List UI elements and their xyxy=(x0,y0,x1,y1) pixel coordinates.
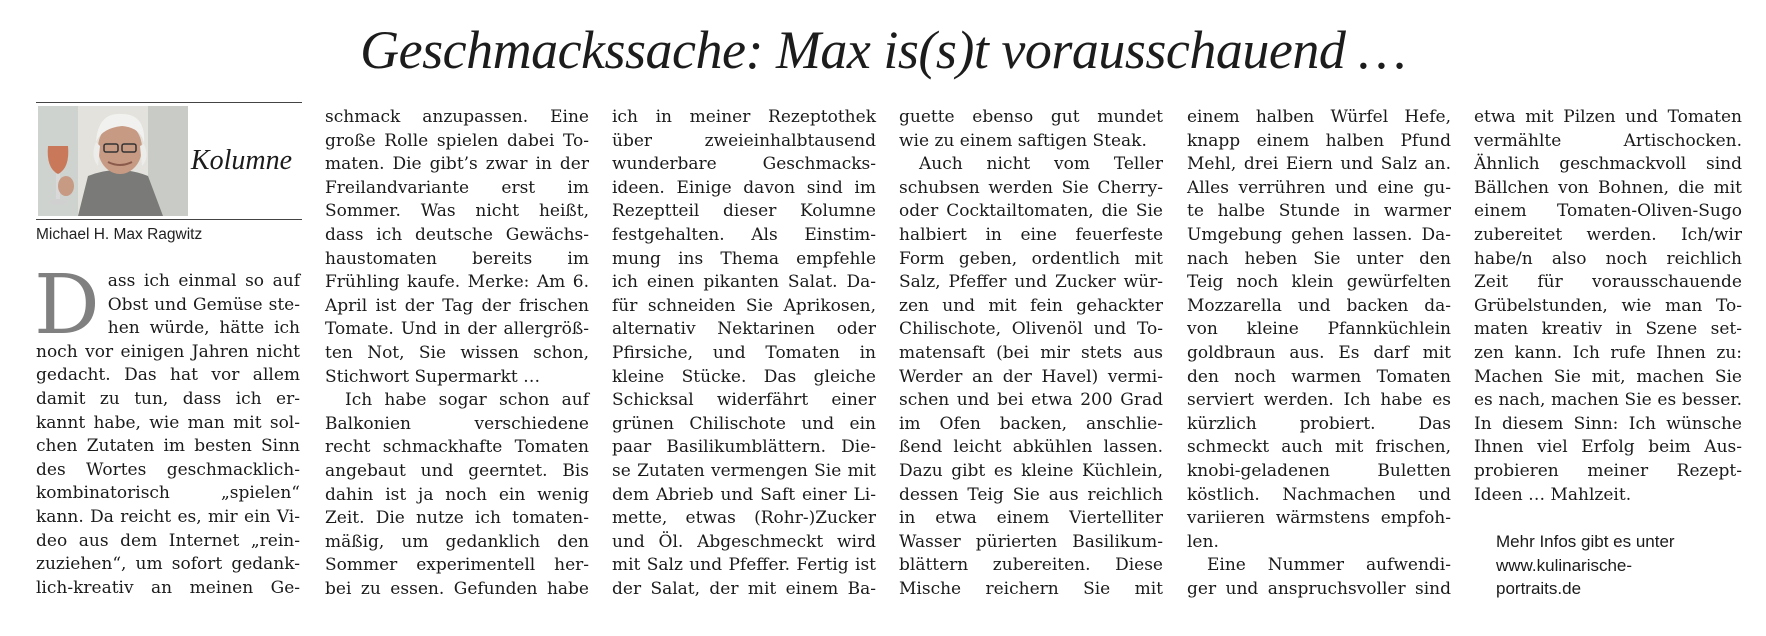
text-line: schmack anzupassen. Eine xyxy=(325,107,589,127)
text-line: ßend leicht abkühlen lassen. xyxy=(899,437,1163,458)
author-photo xyxy=(38,106,188,216)
text-line: den noch warmen Tomaten xyxy=(1187,366,1451,387)
text-line: Freilandvariante erst im xyxy=(325,177,589,198)
text-line: damit zu tun, dass ich er- xyxy=(36,388,300,409)
text-line: Ihnen viel Erfolg beim Aus- xyxy=(1474,437,1742,458)
article-column-3 xyxy=(612,106,876,601)
text-line: bei zu essen. Gefunden habe xyxy=(325,578,589,599)
text-line: se Zutaten vermengen Sie mit xyxy=(612,460,876,481)
author-box xyxy=(36,102,302,220)
text-line: Frühling kaufe. Merke: Am 6. xyxy=(325,272,589,293)
text-line: ger und anspruchsvoller sind xyxy=(1187,578,1451,599)
text-line: dessen Teig Sie aus reichlich xyxy=(899,484,1163,505)
text-line: matensaft (bei mir stets aus xyxy=(899,342,1163,363)
text-line: kombinatorisch „spielen“ xyxy=(36,483,300,504)
text-line: ich einen pikanten Salat. Da- xyxy=(612,272,876,293)
text-line: recht schmackhafte Tomaten xyxy=(325,437,589,458)
text-line: Schicksal widerfährt einer xyxy=(612,390,876,411)
text-line: ideen. Einige davon sind im xyxy=(612,177,876,198)
text-line: zen und mit fein gehackter xyxy=(899,295,1163,316)
article-column-5 xyxy=(1187,106,1451,601)
text-line: Obst und Gemüse ste- xyxy=(107,294,300,315)
text-line: Ich habe sogar schon auf xyxy=(345,390,589,411)
text-line: ass ich einmal so auf xyxy=(107,271,300,291)
text-line: schubsen werden Sie Cherry- xyxy=(899,177,1163,198)
text-line: kleine Stücke. Das gleiche xyxy=(612,366,876,387)
text-line: angebaut und geerntet. Bis xyxy=(325,460,589,481)
text-line: mäßig, um gedanklich den xyxy=(325,531,589,552)
text-line: Zeit. Die nutze ich tomaten- xyxy=(325,508,589,529)
text-line: kürzlich probiert. Das xyxy=(1187,413,1451,434)
text-line: mung ins Thema empfehle xyxy=(612,248,876,269)
text-line: dass ich deutsche Gewächs- xyxy=(325,224,589,245)
text-line: habe/n also noch reichlich xyxy=(1474,248,1742,269)
article-column-4 xyxy=(899,106,1163,601)
text-line: Mozzarella und backen da- xyxy=(1187,295,1451,316)
text-line: ich in meiner Rezeptothek xyxy=(612,107,876,127)
author-name: Michael H. Max Ragwitz xyxy=(36,226,203,243)
text-line: maten kreativ in Szene set- xyxy=(1474,319,1742,340)
text-line: Alles verrühren und eine gu- xyxy=(1187,177,1451,198)
text-line: Wasser pürierten Basilikum- xyxy=(899,531,1163,552)
text-line: einem Tomaten-Oliven-Sugo xyxy=(1474,201,1742,222)
text-line: lich-kreativ an meinen Ge- xyxy=(36,577,300,598)
text-line: kann. Da reicht es, mir ein Vi- xyxy=(36,506,300,527)
text-line: len. xyxy=(1187,531,1219,552)
text-line: kannt habe, wie man mit sol- xyxy=(36,412,300,433)
text-line: Machen Sie mit, machen Sie xyxy=(1474,366,1742,387)
text-line: Dazu gibt es kleine Küchlein, xyxy=(899,460,1163,481)
text-line: zuziehen“, um sofort gedank- xyxy=(36,554,300,575)
text-line: deo aus dem Internet „rein- xyxy=(36,530,300,551)
text-line: Zeit für vorausschauende xyxy=(1474,272,1742,293)
more-info-url: portraits.de xyxy=(1496,579,1582,599)
text-line: wie zu einem saftigen Steak. xyxy=(899,130,1147,151)
text-line: gedacht. Das hat vor allem xyxy=(36,365,300,386)
text-line: paar Basilikumblättern. Die- xyxy=(612,437,876,458)
text-line: Salz, Pfeffer und Zucker wür- xyxy=(899,272,1163,293)
text-line: in etwa einem Viertelliter xyxy=(899,508,1163,529)
text-line: Mische reichern Sie mit xyxy=(899,578,1163,599)
text-line: Mehl, drei Eiern und Salz an. xyxy=(1187,154,1451,175)
text-line: dem Abrieb und Saft einer Li- xyxy=(612,484,876,505)
text-line: Tomate. Und in der allergröß- xyxy=(325,319,589,340)
text-line: goldbraun aus. Es darf mit xyxy=(1187,342,1451,363)
text-line: haustomaten bereits im xyxy=(325,248,589,269)
text-line: Ähnlich geschmackvoll sind xyxy=(1474,154,1742,175)
text-line: grünen Chilischote und ein xyxy=(612,413,876,434)
text-line: festgehalten. Als Einstim- xyxy=(612,224,876,245)
text-line: hen würde, hätte ich xyxy=(107,318,300,339)
text-line: Werder an der Havel) vermi- xyxy=(899,366,1163,387)
text-line: schen und bei etwa 200 Grad xyxy=(899,390,1163,411)
text-line: knapp einem halben Pfund xyxy=(1187,130,1451,151)
text-line: Ideen … Mahlzeit. xyxy=(1474,484,1632,505)
text-line: blättern zubereiten. Diese xyxy=(899,555,1163,576)
author-photo-image xyxy=(38,106,188,216)
text-line: über zweieinhalbtausend xyxy=(612,130,876,151)
text-line: vermählte Artischocken. xyxy=(1474,130,1742,151)
text-line: maten. Die gibt’s zwar in der xyxy=(325,154,589,175)
article-column-1 xyxy=(34,258,300,600)
kolumne-label: Kolumne xyxy=(190,145,292,176)
text-line: mette, etwas (Rohr-)Zucker xyxy=(612,508,876,529)
text-line: Bällchen von Bohnen, die mit xyxy=(1474,177,1742,198)
text-line: variieren wärmstens empfoh- xyxy=(1187,508,1451,529)
article-column-6 xyxy=(1474,106,1742,507)
text-line: April ist der Tag der frischen xyxy=(325,295,589,316)
text-line: mit Salz und Pfeffer. Fertig ist xyxy=(612,555,876,576)
text-line: alternativ Nektarinen oder xyxy=(612,319,876,340)
text-line: zubereitet werden. Ich/wir xyxy=(1474,224,1742,245)
text-line: es nach, machen Sie es besser. xyxy=(1474,390,1742,411)
text-line: probieren meiner Rezept- xyxy=(1474,460,1742,481)
text-line: Sommer experimentell her- xyxy=(325,555,589,576)
text-line: serviert werden. Ich habe es xyxy=(1187,390,1451,411)
text-line: In diesem Sinn: Ich wünsche xyxy=(1474,413,1742,434)
text-line: des Wortes geschmacklich- xyxy=(36,459,300,480)
text-line: knobi-geladenen Buletten xyxy=(1187,460,1451,481)
text-line: chen Zutaten im besten Sinn xyxy=(36,436,300,457)
text-line: dahin ist ja noch ein wenig xyxy=(325,484,589,505)
text-line: im Ofen backen, anschlie- xyxy=(899,413,1163,434)
text-line: Eine Nummer aufwendi- xyxy=(1207,555,1451,576)
text-line: von kleine Pfannküchlein xyxy=(1187,319,1451,340)
more-info-line: Mehr Infos gibt es unter xyxy=(1496,532,1675,551)
article-headline: Geschmackssache: Max is(s)t vorausschauend … xyxy=(360,20,1406,80)
more-info-box xyxy=(1496,530,1746,601)
text-line: Form geben, ordentlich mit xyxy=(899,248,1163,269)
text-line: Sommer. Was nicht heißt, xyxy=(325,201,589,222)
text-line: ten Not, Sie wissen schon, xyxy=(325,342,589,363)
text-line: noch vor einigen Jahren nicht xyxy=(36,341,300,362)
text-line: Chilischote, Olivenöl und To- xyxy=(899,319,1163,340)
text-line: einem halben Würfel Hefe, xyxy=(1187,107,1451,127)
text-line: für schneiden Sie Aprikosen, xyxy=(612,295,876,316)
text-line: Auch nicht vom Teller xyxy=(919,154,1163,175)
text-line: köstlich. Nachmachen und xyxy=(1187,484,1451,505)
text-line: halbiert in eine feuerfeste xyxy=(899,224,1163,245)
text-line: der Salat, der mit einem Ba- xyxy=(612,578,876,599)
text-line: Umgebung gehen lassen. Da- xyxy=(1187,224,1451,245)
text-line: Grübelstunden, wie man To- xyxy=(1474,295,1742,316)
text-line: schmeckt auch mit frischen, xyxy=(1187,437,1451,458)
text-line: Stichwort Supermarkt … xyxy=(325,366,541,387)
text-line: te halbe Stunde in warmer xyxy=(1187,201,1451,222)
text-line: Balkonien verschiedene xyxy=(325,413,589,434)
more-info-url: www.kulinarische- xyxy=(1496,555,1633,575)
text-line: nach heben Sie unter den xyxy=(1187,248,1451,269)
text-line: guette ebenso gut mundet xyxy=(899,107,1163,127)
text-line: oder Cocktailtomaten, die Sie xyxy=(899,201,1163,222)
text-line: Teig noch klein gewürfelten xyxy=(1187,272,1451,293)
text-line: etwa mit Pilzen und Tomaten xyxy=(1474,107,1742,127)
drop-cap: D xyxy=(34,258,100,353)
text-line: und Öl. Abgeschmeckt wird xyxy=(612,531,876,552)
text-line: Pfirsiche, und Tomaten in xyxy=(612,342,876,363)
text-line: Rezeptteil dieser Kolumne xyxy=(612,201,876,222)
article-column-2 xyxy=(325,106,589,601)
text-line: wunderbare Geschmacks- xyxy=(612,154,876,175)
text-line: zen kann. Ich rufe Ihnen zu: xyxy=(1474,342,1742,363)
text-line: große Rolle spielen dabei To- xyxy=(325,130,589,151)
